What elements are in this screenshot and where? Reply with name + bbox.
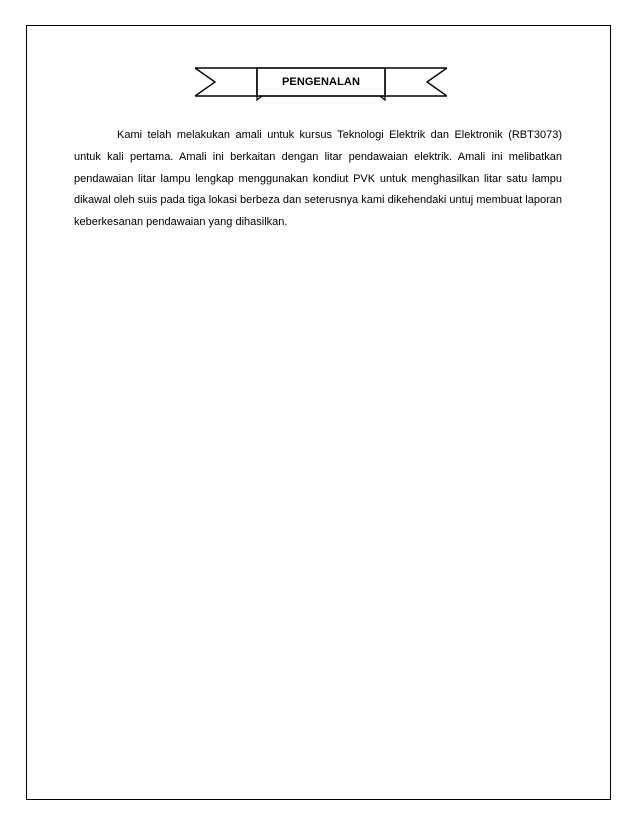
ribbon-right-tail (385, 68, 447, 96)
ribbon-left-tail (195, 68, 257, 96)
intro-paragraph: Kami telah melakukan amali untuk kursus Teknologi Elektrik dan Elektronik (RBT3073) untuk kali pertama. Amali ini berkaitan dengan litar pendawaian elektrik. Amali ini melibatkan pendawaian litar lampu lengkap menggunakan kondiut PVK untuk menghasilkan litar satu lampu dikawal oleh suis pada tiga lokasi berbeza dan seterusnya kami dikehendaki untuj membuat laporan keberkesanan pendawaian yang dihasilkan. (74, 129, 562, 229)
title-banner (195, 62, 447, 102)
page-title: PENGENALAN (281, 76, 360, 88)
